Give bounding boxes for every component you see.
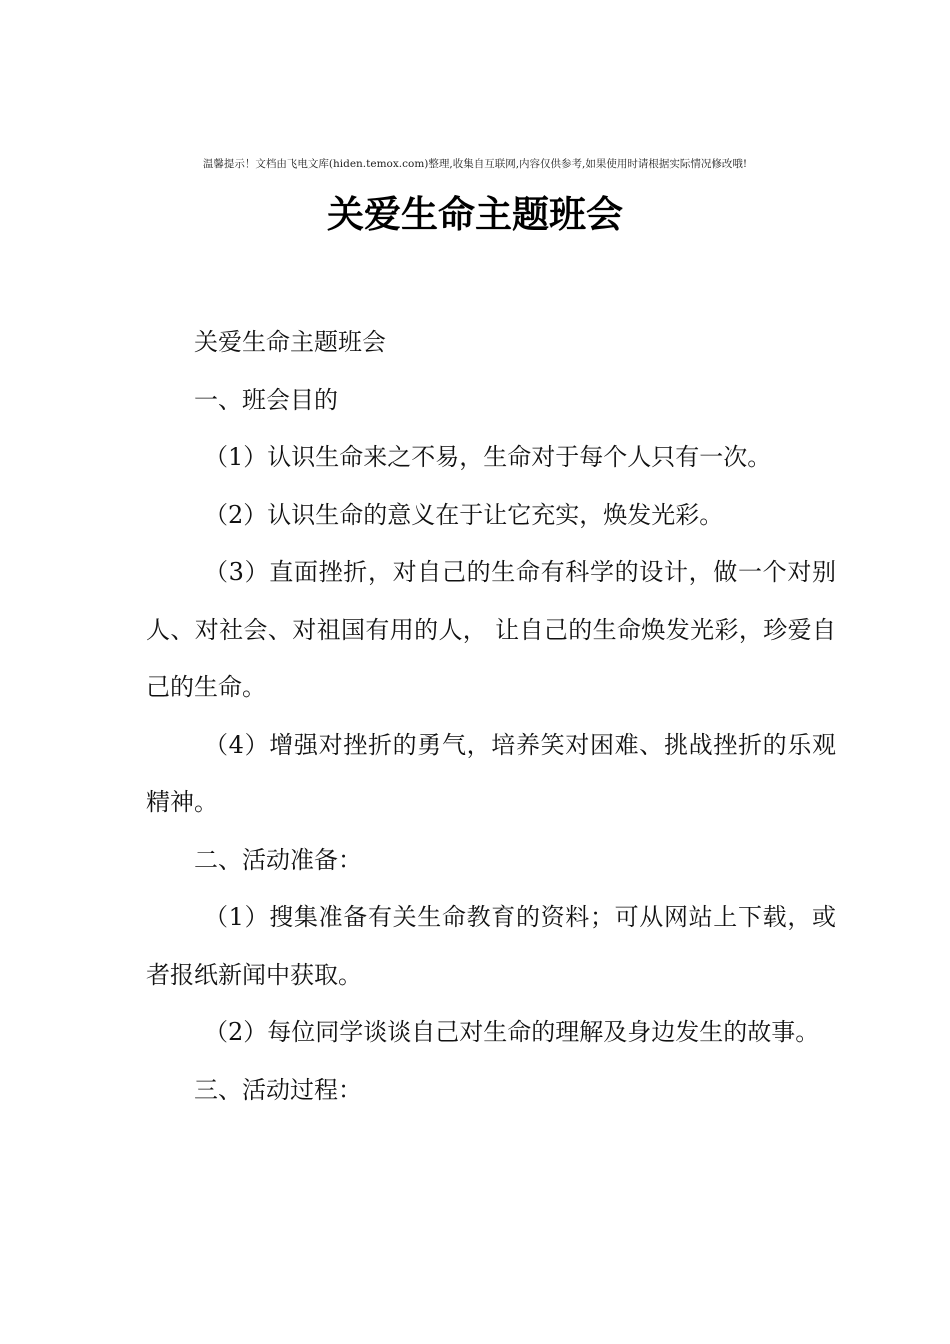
section-heading-preparation: 二、活动准备： (194, 845, 362, 874)
paragraph-item: （2）认识生命的意义在于让它充实，焕发光彩。 (204, 500, 724, 529)
paragraph-item: （4）增强对挫折的勇气，培养笑对困难、挑战挫折的乐观精神。 (146, 730, 836, 816)
section-heading-purpose: 一、班会目的 (194, 385, 338, 414)
paragraph-item: （3）直面挫折，对自己的生命有科学的设计，做一个对别人、对社会、对祖国有用的人， 让自己的生命焕发光彩，珍爱自己的生命。 (146, 558, 836, 701)
paragraph-item: （1）认识生命来之不易，生命对于每个人只有一次。 (204, 443, 772, 471)
document-body (146, 314, 836, 1119)
paragraph-item: （2）每位同学谈谈自己对生命的理解及身边发生的故事。 (204, 1018, 820, 1046)
paragraph-item: （1）搜集准备有关生命教育的资料；可从网站上下载，或者报纸新闻中获取。 (146, 903, 836, 989)
section-heading-process: 三、活动过程： (194, 1075, 362, 1104)
header-notice: 温馨提示！文档由飞电文库(hiden.temox.com)整理,收集自互联网,内容仅供参考,如果使用时请根据实际情况修改哦! (202, 158, 748, 170)
paragraph-subtitle: 关爱生命主题班会 (194, 328, 386, 356)
document-title: 关爱生命主题班会 (327, 192, 623, 236)
